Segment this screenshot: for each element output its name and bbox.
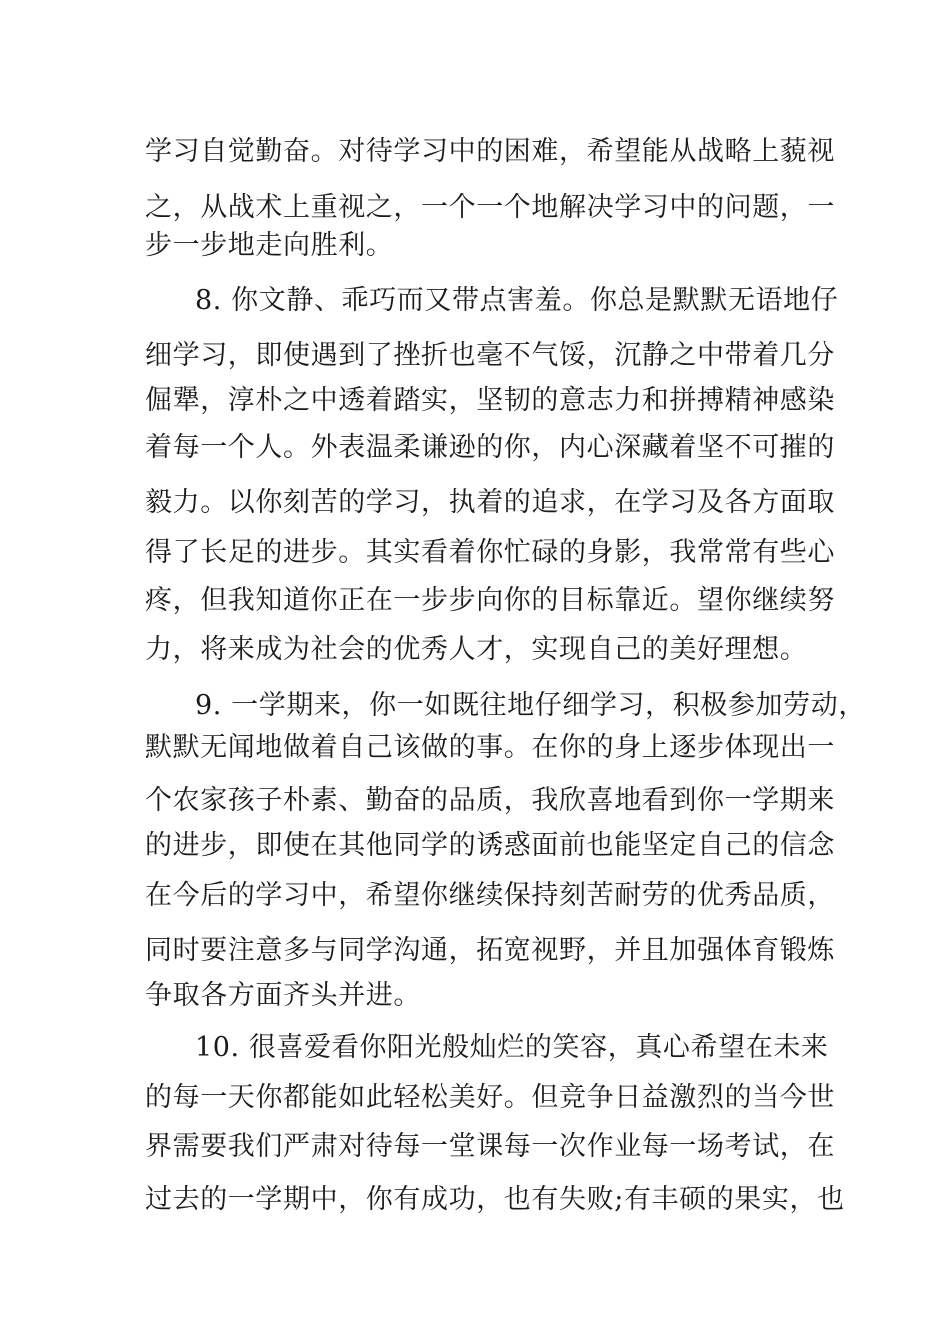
- paragraph-9-first-line: 9. 一学期来，你一如既往地仔细学习，积极参加劳动，: [195, 690, 866, 721]
- text-line: 默默无闻地做着自己该做的事。在你的身上逐步体现出一: [145, 732, 835, 763]
- text-line: 倔犟，淳朴之中透着踏实，坚韧的意志力和拼搏精神感染: [145, 385, 835, 416]
- text-line: 得了长足的进步。其实看着你忙碌的身影，我常常有些心: [145, 537, 835, 568]
- text-line: 的每一天你都能如此轻松美好。但竞争日益激烈的当今世: [145, 1082, 835, 1113]
- text-line: 疼，但我知道你正在一步步向你的目标靠近。望你继续努: [145, 585, 835, 616]
- text-line: 学习自觉勤奋。对待学习中的困难，希望能从战略上藐视: [145, 136, 835, 167]
- text-line: 个农家孩子朴素、勤奋的品质，我欣喜地看到你一学期来: [145, 785, 835, 816]
- text-line: 在今后的学习中，希望你继续保持刻苦耐劳的优秀品质，: [145, 880, 835, 911]
- text-line: 之，从战术上重视之，一个一个地解决学习中的问题，一: [145, 192, 835, 223]
- text-line: 细学习，即使遇到了挫折也毫不气馁，沉静之中带着几分: [145, 340, 835, 371]
- paragraph-10-first-line: 10. 很喜爱看你阳光般灿烂的笑容，真心希望在未来: [195, 1032, 829, 1063]
- text-line: 界需要我们严肃对待每一堂课每一次作业每一场考试，在: [145, 1131, 835, 1162]
- text-line: 步一步地走向胜利。: [145, 230, 394, 261]
- text-line: 着每一个人。外表温柔谦逊的你，内心深藏着坚不可摧的: [145, 432, 835, 463]
- text-line: 争取各方面齐头并进。: [145, 980, 421, 1011]
- text-line: 毅力。以你刻苦的学习，执着的追求，在学习及各方面取: [145, 487, 835, 518]
- text-line: 同时要注意多与同学沟通，拓宽视野，并且加强体育锻炼: [145, 935, 835, 966]
- text-line: 力，将来成为社会的优秀人才，实现自己的美好理想。: [145, 634, 808, 665]
- paragraph-8-first-line: 8. 你文静、乖巧而又带点害羞。你总是默默无语地仔: [195, 285, 839, 316]
- text-line: 过去的一学期中，你有成功，也有失败;有丰硕的果实，也: [145, 1184, 845, 1215]
- text-line: 的进步，即使在其他同学的诱惑面前也能坚定自己的信念: [145, 830, 835, 861]
